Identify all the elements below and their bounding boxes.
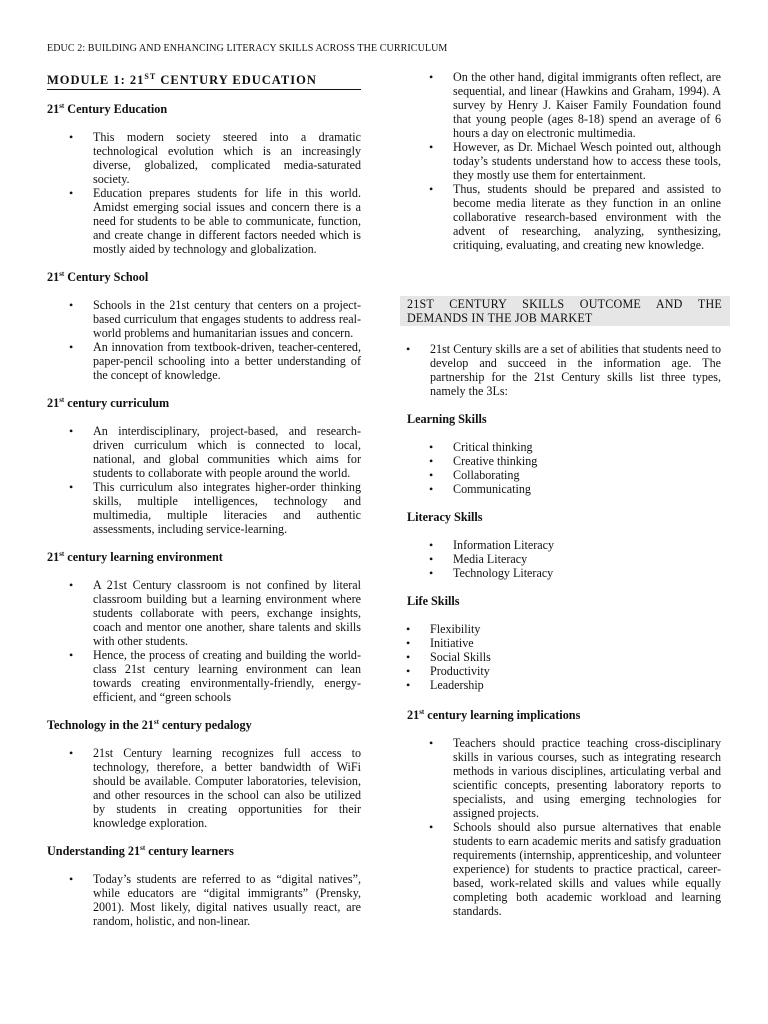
bullet-list xyxy=(407,736,721,918)
bullet-list xyxy=(47,424,361,536)
bullet-list xyxy=(47,298,361,382)
list-item: • Today’s students are referred to as “digital natives”, while educators are “digital immigrants” (Prensky, 2001). Most likely, digital natives usually react, are random, holistic, and non-linear. xyxy=(93,872,361,928)
section-heading: 21st century learning environment xyxy=(47,550,223,565)
list-item: • However, as Dr. Michael Wesch pointed out, although today’s students understand how to access these tools, they mostly use them for entertainment. xyxy=(453,140,721,182)
section-banner: 21ST CENTURY SKILLS OUTCOME AND THE DEMANDS IN THE JOB MARKET xyxy=(400,296,730,326)
section-understanding-learners xyxy=(47,844,361,928)
list-item: • Social Skills xyxy=(430,650,721,664)
bullet-list xyxy=(47,578,361,704)
list-item: • Flexibility xyxy=(430,622,721,636)
list-item: • Information Literacy xyxy=(453,538,721,552)
section-heading: Understanding 21st century learners xyxy=(47,844,234,859)
section-learning-implications xyxy=(407,708,721,918)
list-item: • Leadership xyxy=(430,678,721,692)
document-header: EDUC 2: BUILDING AND ENHANCING LITERACY SKILLS ACROSS THE CURRICULUM xyxy=(47,43,448,54)
left-column xyxy=(47,70,361,942)
section-heading: 21st Century Education xyxy=(47,102,168,117)
list-item: • Media Literacy xyxy=(453,552,721,566)
list-item: • This modern society steered into a dramatic technological evolution which is an increasingly diverse, globalized, complicated media-saturated society. xyxy=(93,130,361,186)
section-skills-intro xyxy=(407,342,721,398)
list-item: • Hence, the process of creating and building the world-class 21st century learning environment can lean towards creating environmentally-friendly, energy-efficient, and “green schools xyxy=(93,648,361,704)
bullet-list xyxy=(47,746,361,830)
section-heading: Life Skills xyxy=(407,594,460,608)
list-item: • Communicating xyxy=(453,482,721,496)
list-item: • An interdisciplinary, project-based, and research-driven curriculum which is connected to local, national, and global communities which aims for students to collaborate with people around the world. xyxy=(93,424,361,480)
list-item: • Collaborating xyxy=(453,468,721,482)
bullet-list xyxy=(47,872,361,928)
section-life-skills xyxy=(407,594,721,692)
section-heading: Literacy Skills xyxy=(407,510,483,524)
section-learning-environment xyxy=(47,550,361,704)
section-heading: 21st century curriculum xyxy=(47,396,170,411)
section-learning-skills xyxy=(407,412,721,496)
list-item: • An innovation from textbook-driven, teacher-centered, paper-pencil schooling into a better understanding of the concept of knowledge. xyxy=(93,340,361,382)
bullet-list xyxy=(407,538,721,580)
section-heading: Learning Skills xyxy=(407,412,487,426)
list-item: • Teachers should practice teaching cross-disciplinary skills in various courses, such as integrating research methods in various disciplines, articulating verbal and scientific concepts, presenting laboratory reports to specialists, and using emerging technologies for assigned projects. xyxy=(453,736,721,820)
section-heading: 21st Century School xyxy=(47,270,149,285)
list-item: • Productivity xyxy=(430,664,721,678)
list-item: • Thus, students should be prepared and assisted to become media literate as they function in an online collaborative research-based environment with the advent of researching, analyzing, synthesizing, critiquing, evaluating, and creating new knowledge. xyxy=(453,182,721,252)
bullet-list xyxy=(47,130,361,256)
list-item: • A 21st Century classroom is not confined by literal classroom building but a learning environment where students collaborate with peers, exchange insights, coach and mentor one another, share talents and skills with other students. xyxy=(93,578,361,648)
list-item: • 21st Century learning recognizes full access to technology, therefore, a better bandwidth of WiFi should be available. Computer laboratories, television, and other resources in the school can also be utilized by students in creating opportunities for their knowledge exploration. xyxy=(93,746,361,830)
section-21st-century-school xyxy=(47,270,361,382)
list-item: • 21st Century skills are a set of abilities that students need to develop and succeed in the information age. The partnership for the 21st Century skills list three types, namely the 3Ls: xyxy=(430,342,721,398)
section-21st-century-education xyxy=(47,102,361,256)
bullet-list xyxy=(407,622,721,692)
list-item: • Technology Literacy xyxy=(453,566,721,580)
bullet-list xyxy=(407,440,721,496)
section-heading: Technology in the 21st century pedalogy xyxy=(47,718,252,733)
bullet-list xyxy=(407,342,721,398)
right-column xyxy=(407,70,721,932)
list-item: • Creative thinking xyxy=(453,454,721,468)
list-item: • Initiative xyxy=(430,636,721,650)
bullet-list xyxy=(407,70,721,252)
list-item: • This curriculum also integrates higher-order thinking skills, multiple intelligences, technology and multimedia, multiple literacies and authentic assessments, including service-learning. xyxy=(93,480,361,536)
list-item: • On the other hand, digital immigrants often reflect, are sequential, and linear (Hawkins and Graham, 1994). A survey by Henry J. Kaiser Family Foundation found that young people (ages 8-18) spend an average of 6 hours a day on electronic multimedia. xyxy=(453,70,721,140)
list-item: • Schools in the 21st century that centers on a project-based curriculum that engages students to address real-world problems and humanitarian issues and concern. xyxy=(93,298,361,340)
section-heading: 21st century learning implications xyxy=(407,707,581,722)
section-technology-pedagogy xyxy=(47,718,361,830)
list-item: • Education prepares students for life in this world. Amidst emerging social issues and concern there is a need for students to be able to communicate, function, and create change in different factors needed which is mostly aided by technology and globalization. xyxy=(93,186,361,256)
section-21st-century-curriculum xyxy=(47,396,361,536)
list-item: • Critical thinking xyxy=(453,440,721,454)
section-learners-continued xyxy=(407,70,721,252)
list-item: • Schools should also pursue alternatives that enable students to earn academic merits and satisfy graduation requirements (internship, apprenticeship, and volunteer experience) for students to practice practical, career-based, work-related skills and values while equally completing both academic workload and learning standards. xyxy=(453,820,721,918)
section-literacy-skills xyxy=(407,510,721,580)
module-title: MODULE 1: 21ST CENTURY EDUCATION xyxy=(47,70,361,90)
